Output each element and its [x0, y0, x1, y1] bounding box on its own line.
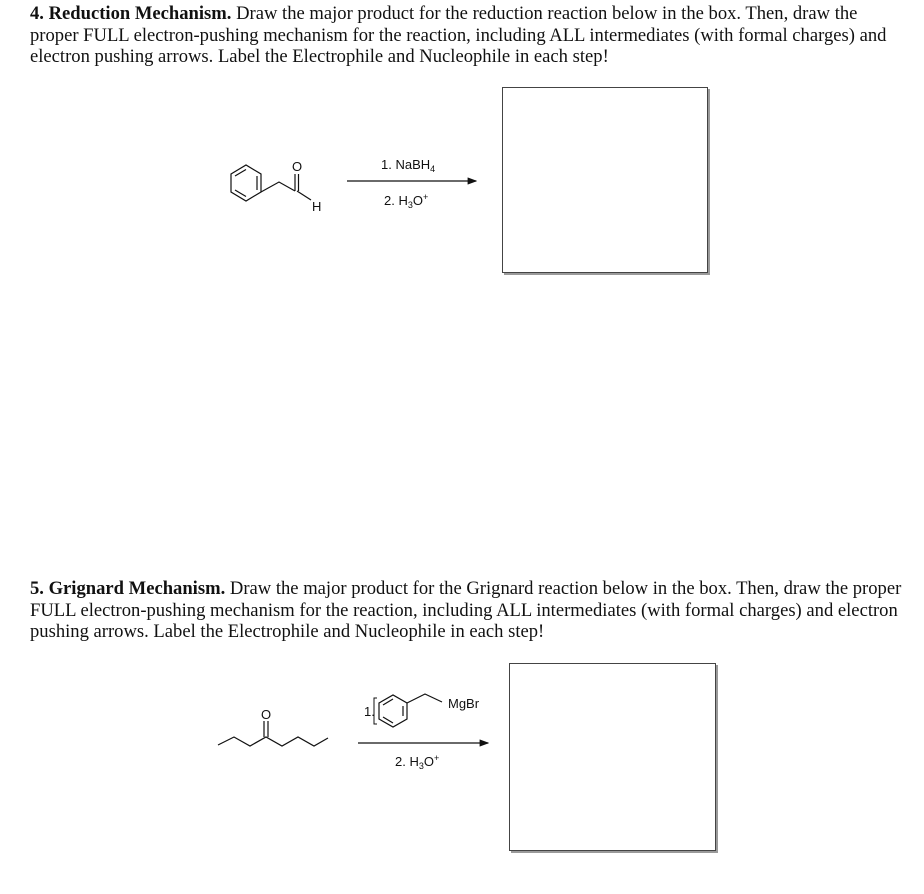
- oxygen-label-4: O: [292, 159, 303, 174]
- reagent-step2-4: 2. $H_3O^+$: [384, 192, 429, 210]
- grignard-chain: [407, 694, 442, 703]
- grignard-reagent-structure: [379, 694, 442, 727]
- left-bracket: [374, 698, 377, 724]
- question-5-title: 5. Grignard Mechanism.: [30, 578, 226, 599]
- reactant-5-structure: [218, 721, 328, 746]
- question-4-title: 4. Reduction Mechanism.: [30, 3, 232, 24]
- mgbr-label: MgBr: [448, 696, 480, 711]
- carbon-chain-5: [218, 737, 328, 746]
- question-5-body: Draw the major product for the Grignard reaction below in the box. Then, draw the proper FULL electron-pushing mechanism for the reaction, including ALL intermediates (with formal charges) and electron pushing arrows. Label the Electrophile and Nucleophile in each step!: [30, 578, 902, 642]
- reagent-step1-5: 1.: [364, 704, 375, 719]
- question-4-body: Draw the major product for the reduction reaction below in the box. Then, draw the proper FULL electron-pushing mechanism for the reaction, including ALL intermediates (with formal charges) and electron pushing arrows. Label the Electrophile and Nucleophile in each step!: [30, 3, 887, 67]
- reagent-step2-5: 2. $H_3O^+$: [395, 753, 440, 771]
- reagent-step1-4: 1. NaBH$_4$: [381, 157, 436, 174]
- hydrogen-label-4: H: [312, 199, 322, 214]
- chain-4: [261, 182, 295, 192]
- oxygen-label-5: O: [261, 707, 272, 722]
